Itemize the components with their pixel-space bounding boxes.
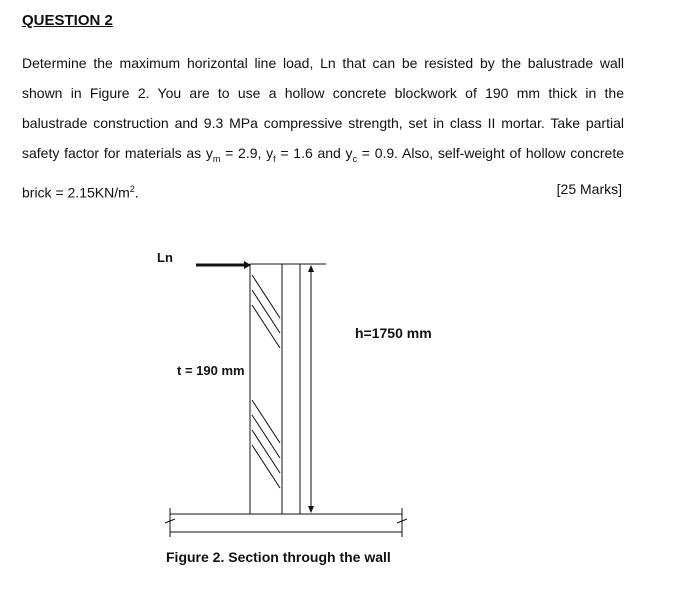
thickness-label: t = 190 mm xyxy=(177,363,245,378)
load-label: Ln xyxy=(157,250,173,265)
wall-hatching xyxy=(252,275,280,488)
question-line-1: Determine the maximum horizontal line load, Ln that can be resisted by the balustrade wall xyxy=(22,55,624,71)
question-heading: QUESTION 2 xyxy=(22,12,113,29)
question-line-5: brick = $2.15KN/m^2$. [25 Marks] xyxy=(22,174,624,208)
question-line-2: shown in Figure 2. You are to use a hollow concrete blockwork of 190 mm thick in the xyxy=(22,85,624,101)
question-line-3: balustrade construction and 9.3 MPa compressive strength, set in class II mortar. Take partial xyxy=(22,115,624,131)
marks-label: [25 Marks] xyxy=(556,180,622,197)
question-line-4: safety factor for materials as $y_m = 2.9$, $y_f = 1.6$ and $y_c = 0.9$. Also, self-weight of hollow concrete xyxy=(22,145,625,164)
height-arrow-bottom xyxy=(308,506,314,513)
height-label: h=1750 mm xyxy=(355,325,432,341)
base-break-left xyxy=(165,508,175,537)
base-break-right xyxy=(397,508,407,537)
figure-caption: Figure 2. Section through the wall xyxy=(166,549,391,565)
height-arrow-top xyxy=(308,265,314,272)
